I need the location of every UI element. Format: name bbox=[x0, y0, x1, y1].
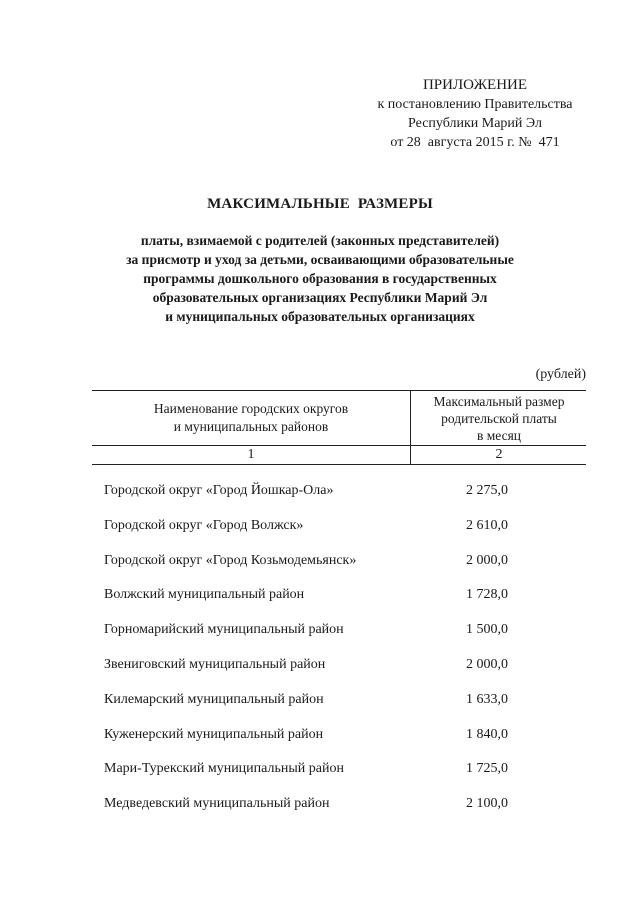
row-value: 2 000,0 bbox=[466, 656, 508, 672]
row-name: Куженерский муниципальный район bbox=[104, 726, 324, 742]
header-name-line: и муниципальных районов bbox=[173, 419, 329, 434]
table-column-numbers-row bbox=[92, 446, 586, 465]
subtitle-line: за присмотр и уход за детьми, осваивающими образовательные bbox=[126, 252, 514, 267]
header-amount-line: в месяц bbox=[476, 427, 522, 443]
appendix-line-date-number: от 28 августа 2015 г. № 471 bbox=[390, 135, 560, 150]
row-name: Звениговский муниципальный район bbox=[104, 656, 326, 672]
table-row bbox=[104, 587, 586, 622]
row-name: Горномарийский муниципальный район bbox=[104, 622, 344, 638]
subtitle-line: платы, взимаемой с родителей (законных представителей) bbox=[140, 233, 500, 248]
row-name: Волжский муниципальный район bbox=[104, 587, 305, 603]
header-cell-name bbox=[92, 391, 410, 445]
subtitle-line: образовательных организациях Республики Марий Эл bbox=[152, 290, 488, 305]
subtitle-line: программы дошкольного образования в государственных bbox=[143, 271, 497, 286]
header-name-line: Наименование городских округов bbox=[153, 401, 349, 416]
table-row bbox=[104, 796, 586, 831]
appendix-line-republic: Республики Марий Эл bbox=[408, 116, 542, 131]
column-number-1: 1 bbox=[247, 447, 255, 462]
row-name: Килемарский муниципальный район bbox=[104, 691, 324, 707]
row-value: 2 610,0 bbox=[466, 517, 508, 533]
table-row bbox=[104, 553, 586, 588]
row-name: Мари-Турекский муниципальный район bbox=[104, 761, 344, 777]
row-name: Медведевский муниципальный район bbox=[104, 796, 330, 812]
row-name: Городской округ «Город Йошкар-Ола» bbox=[104, 483, 334, 498]
row-value: 2 000,0 bbox=[466, 552, 508, 568]
appendix-line-resolution: к постановлению Правительства bbox=[377, 97, 573, 112]
row-value: 1 500,0 bbox=[466, 622, 508, 638]
row-value: 2 100,0 bbox=[466, 796, 508, 812]
row-name: Городской округ «Город Козьмодемьянск» bbox=[104, 552, 357, 568]
table-row bbox=[104, 622, 586, 657]
table-row bbox=[104, 727, 586, 762]
column-number-2: 2 bbox=[410, 446, 587, 464]
row-value: 2 275,0 bbox=[466, 483, 508, 498]
header-cell-amount bbox=[410, 391, 587, 445]
table-body bbox=[104, 483, 586, 831]
units-label: (рублей) bbox=[535, 367, 586, 382]
document-title: МАКСИМАЛЬНЫЕ РАЗМЕРЫ bbox=[207, 196, 433, 212]
row-value: 1 840,0 bbox=[466, 726, 508, 742]
table-header-row bbox=[92, 391, 586, 446]
document-subtitle bbox=[40, 231, 600, 326]
row-value: 1 728,0 bbox=[466, 587, 508, 603]
table-header bbox=[92, 390, 586, 465]
appendix-title: ПРИЛОЖЕНИЕ bbox=[422, 77, 528, 93]
row-value: 1 633,0 bbox=[466, 691, 508, 707]
header-amount-line: Максимальный размер bbox=[433, 393, 565, 409]
row-value: 1 725,0 bbox=[466, 761, 508, 777]
table-row bbox=[104, 483, 586, 518]
row-name: Городской округ «Город Волжск» bbox=[104, 517, 304, 533]
table-row bbox=[104, 692, 586, 727]
header-amount-line: родительской платы bbox=[441, 410, 557, 426]
table-row bbox=[104, 761, 586, 796]
table-row bbox=[104, 657, 586, 692]
subtitle-line: и муниципальных образовательных организациях bbox=[165, 309, 475, 324]
table-row bbox=[104, 518, 586, 553]
appendix-block bbox=[330, 76, 620, 152]
